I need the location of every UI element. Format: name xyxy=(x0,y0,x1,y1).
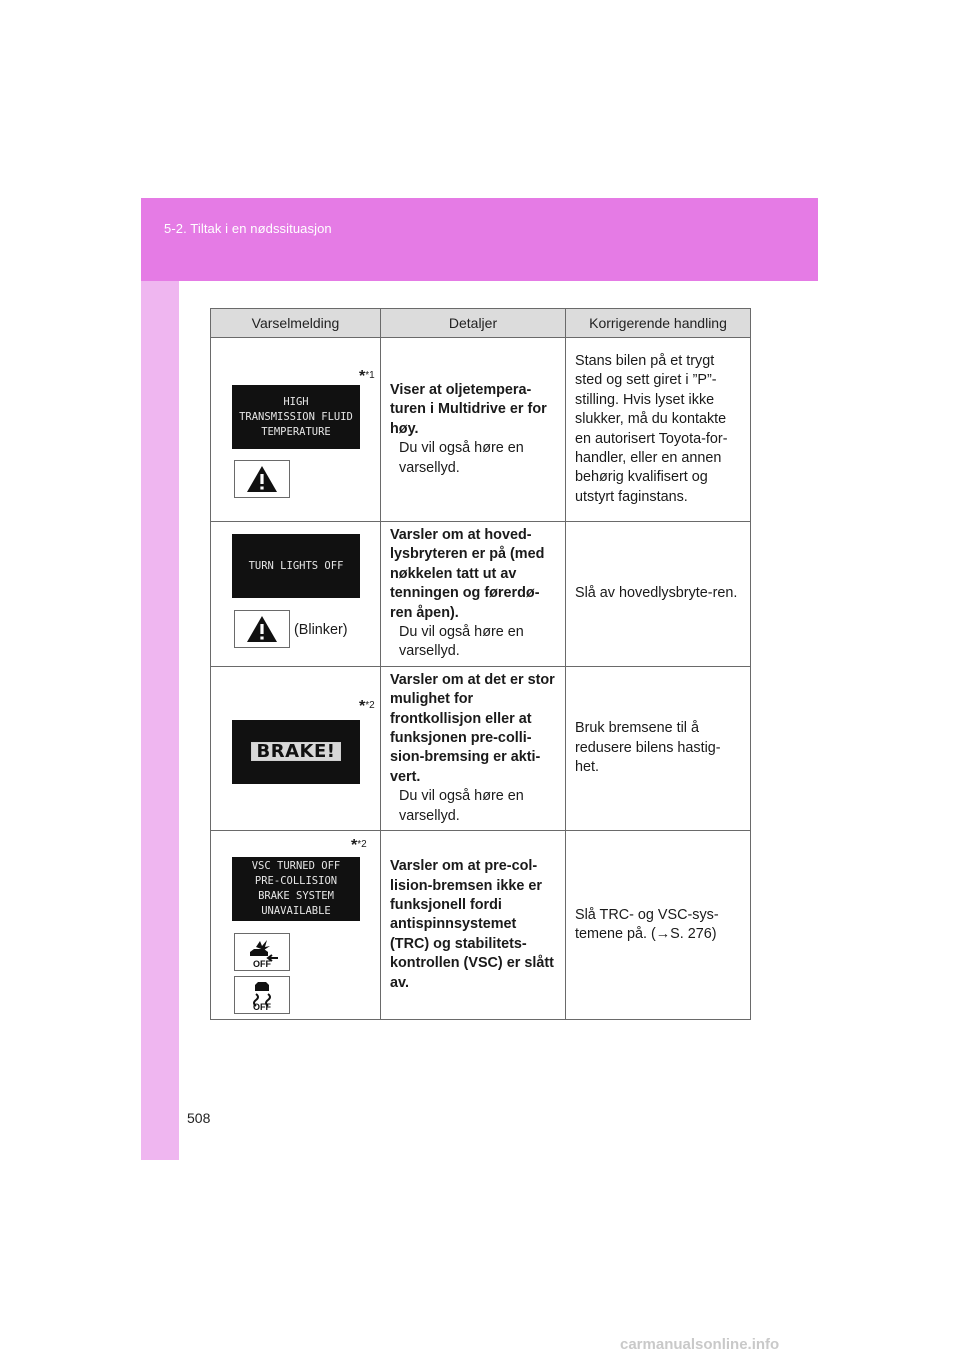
column-header: Korrigerende handling xyxy=(566,309,751,338)
display-line: UNAVAILABLE xyxy=(261,905,331,918)
display-line: BRAKE SYSTEM xyxy=(258,890,334,903)
warning-triangle-icon xyxy=(234,460,290,498)
warning-cell xyxy=(211,522,381,667)
footnote-marker: *$^{*2}$ xyxy=(359,697,375,715)
table-row xyxy=(211,831,751,1020)
detail-cell xyxy=(381,666,566,830)
message-display xyxy=(232,385,360,449)
table-row xyxy=(211,338,751,522)
page-number: 508 xyxy=(187,1110,211,1126)
pre-collision-off-icon xyxy=(234,933,290,971)
detail-text: Varsler om at pre-col-lision-bremsen ikke er funksjonell fordi antispinnsystemet (TRC) og stabilitets-kontrollen (VSC) er slått av. xyxy=(390,858,554,991)
detail-note: Du vil også høre en varsellyd. xyxy=(399,788,524,824)
display-line: VSC TURNED OFF xyxy=(251,860,341,873)
table-header-row xyxy=(211,309,751,338)
side-strip xyxy=(141,198,179,1160)
action-cell: Stans bilen på et trygt sted og sett giret i ”P”-stilling. Hvis lyset ikke slukker, må du kontakte en autorisert Toyota-for-handler, eller en annen behørig kvalifisert og utstyrt faginstans. xyxy=(566,338,751,522)
warning-cell xyxy=(211,338,381,522)
action-cell: Slå av hovedlysbryte-ren. xyxy=(566,522,751,667)
table-row xyxy=(211,666,751,830)
warning-table xyxy=(210,308,751,1020)
display-line: HIGH xyxy=(283,395,309,408)
warning-cell xyxy=(211,831,381,1020)
detail-note: Du vil også høre en varsellyd. xyxy=(399,624,524,660)
header-band xyxy=(141,198,818,281)
warning-cell xyxy=(211,666,381,830)
detail-text: Varsler om at det er stor mulighet for frontkollisjon eller at funksjonen pre-colli-sion-bremsing er akti-vert. xyxy=(390,671,555,785)
warning-triangle-icon xyxy=(234,610,290,648)
off-label: OFF xyxy=(253,1002,271,1013)
action-cell: Slå TRC- og VSC-sys-temene på. (→S. 276) xyxy=(566,831,751,1020)
display-line: TRANSMISSION FLUID xyxy=(239,410,353,423)
display-line: TURN LIGHTS OFF xyxy=(248,559,344,572)
watermark: carmanualsonline.info xyxy=(620,1336,780,1353)
message-display xyxy=(232,857,360,921)
table-row xyxy=(211,522,751,667)
footnote-marker: *$^{*2}$ xyxy=(351,837,367,855)
section-title: 5-2. Tiltak i en nødssituasjon xyxy=(164,221,332,236)
detail-note: Du vil også høre en varsellyd. xyxy=(399,440,524,476)
message-display xyxy=(232,720,360,784)
display-line: TEMPERATURE xyxy=(261,425,331,438)
detail-cell xyxy=(381,522,566,667)
display-line: BRAKE! xyxy=(251,742,342,761)
action-cell: Bruk bremsene til å redusere bilens hastig-het. xyxy=(566,666,751,830)
vsc-off-icon xyxy=(234,976,290,1014)
display-line: PRE-COLLISION xyxy=(254,875,338,888)
detail-cell xyxy=(381,338,566,522)
detail-cell xyxy=(381,831,566,1020)
detail-text: Viser at oljetempera-turen i Multidrive er for høy. xyxy=(390,381,547,437)
message-display xyxy=(232,534,360,598)
detail-text: Varsler om at hoved-lysbryteren er på (med nøkkelen tatt ut av tenningen og førerdø-ren åpen). xyxy=(390,527,545,621)
column-header: Varselmelding xyxy=(211,309,381,338)
indicator-label: (Blinker) xyxy=(294,622,348,638)
footnote-marker: *$^{*1}$ xyxy=(359,368,375,385)
column-header: Detaljer xyxy=(381,309,566,338)
off-label: OFF xyxy=(253,959,271,970)
